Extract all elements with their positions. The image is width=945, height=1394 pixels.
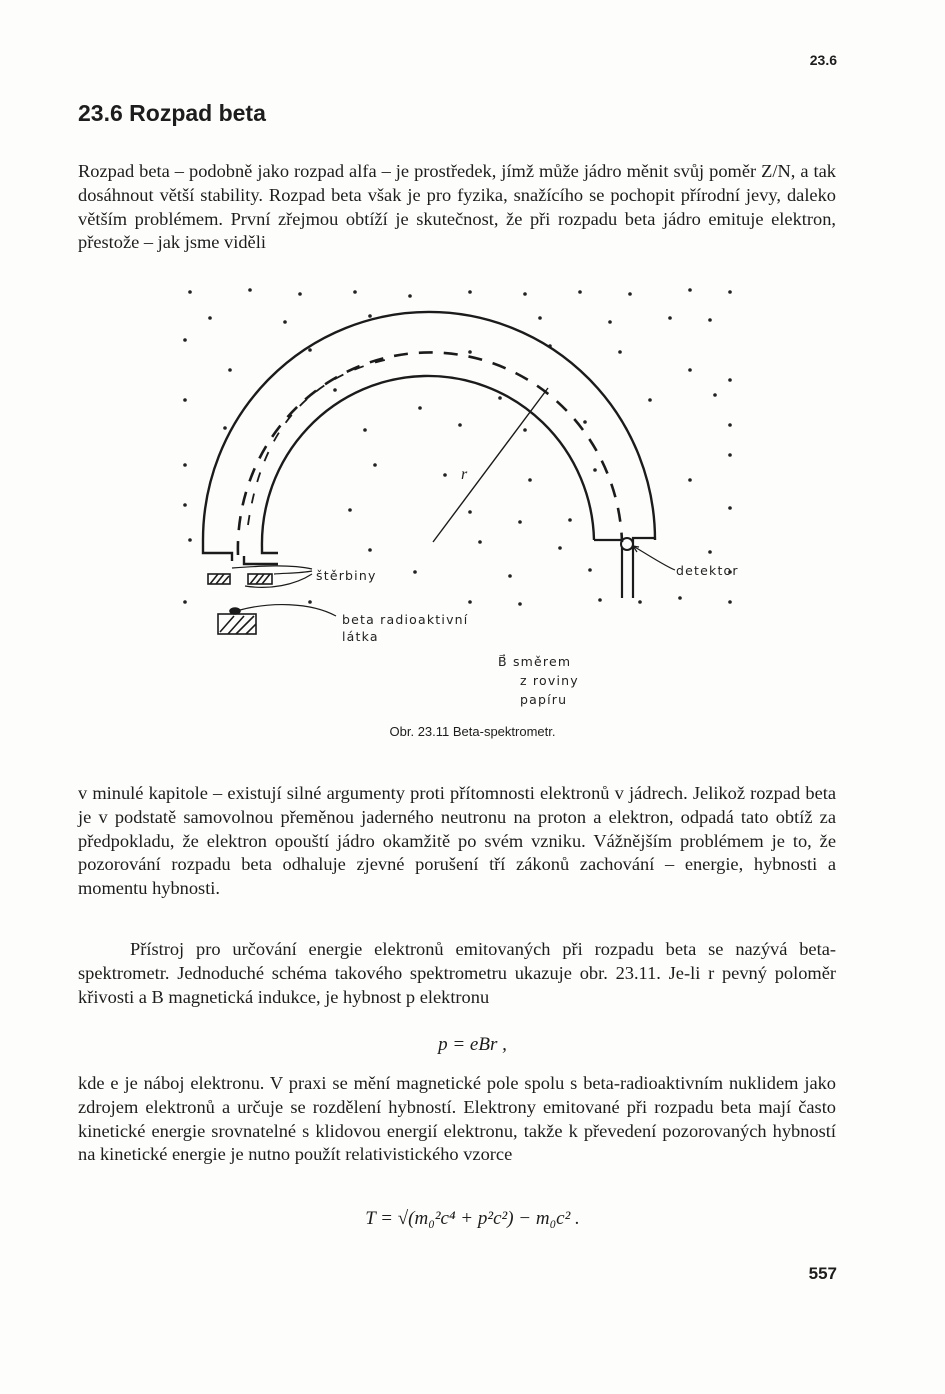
field-dot [558, 546, 562, 550]
field-dot [368, 548, 372, 552]
field-dot [538, 316, 542, 320]
beta-spectrometer-figure [170, 280, 770, 720]
field-dot [308, 348, 312, 352]
field-dot [528, 478, 532, 482]
source-label-line1: beta radioaktivní [342, 612, 469, 627]
field-dot [608, 320, 612, 324]
field-dot [468, 290, 472, 294]
field-dot [688, 478, 692, 482]
leader-lines [232, 546, 675, 616]
field-dot [598, 598, 602, 602]
field-dot [348, 508, 352, 512]
field-dot [568, 518, 572, 522]
field-dot [188, 538, 192, 542]
field-dot [183, 600, 187, 604]
source-label-line2: látka [342, 629, 379, 644]
page-number: 557 [808, 1264, 837, 1283]
field-dot [593, 468, 597, 472]
field-dot [183, 463, 187, 467]
field-label-line1: B⃗ směrem [498, 654, 572, 669]
field-dot [523, 292, 527, 296]
field-dot [363, 428, 367, 432]
field-dot [308, 600, 312, 604]
field-dot [413, 570, 417, 574]
field-dot [283, 320, 287, 324]
field-label-line3: papíru [520, 692, 568, 707]
field-dot [368, 314, 372, 318]
field-dot [728, 423, 732, 427]
section-title: 23.6 Rozpad beta [78, 100, 266, 126]
field-dot [688, 368, 692, 372]
field-dot [523, 428, 527, 432]
field-dot [443, 473, 447, 477]
field-dot [408, 294, 412, 298]
field-dot [628, 292, 632, 296]
field-dot [583, 420, 587, 424]
field-dot [468, 350, 472, 354]
field-dot [618, 350, 622, 354]
figure-caption: Obr. 23.11 Beta-spektrometr. [389, 724, 556, 739]
field-dot [708, 550, 712, 554]
field-dot [728, 378, 732, 382]
field-dot [478, 540, 482, 544]
chamber-left-outer-end [203, 540, 232, 561]
field-dot [518, 602, 522, 606]
chamber-inner-wall [262, 376, 594, 548]
field-dot [518, 520, 522, 524]
field-dot [418, 406, 422, 410]
chamber-outer-wall [203, 312, 655, 540]
field-dot [183, 398, 187, 402]
field-dot [333, 388, 337, 392]
paragraph-spectrometer: Přístroj pro určování energie elektronů emitovaných při rozpadu beta se nazývá beta-spektrometr. Jednoduché schéma takového spektrometru ukazuje obr. 23.11. Je-li r pevný poloměr křivosti a B magnetická indukce, je hybnost p elektronu [78, 939, 836, 1007]
field-dot [183, 503, 187, 507]
slit-blocks [208, 574, 272, 584]
paragraph-problems: v minulé kapitole – existují silné argumenty proti přítomnosti elektronů v jádrech. Jelikož rozpad beta je v podstatě samovolnou přeměnou jaderného neutronu na proton a elektron, odpadá tato obtíž za předpokladu, že elektron opouští jádro okamžitě po svém vzniku. Vážnějším problémem je to, že pozorování rozpadu beta odhaluje zjevné porušení tří zákonů zachování – energie, hybnosti a momentu hybnosti. [78, 783, 836, 899]
slits-label: štěrbiny [316, 568, 377, 583]
field-dot [578, 290, 582, 294]
field-dot [498, 396, 502, 400]
running-header-section-number: 23.6 [809, 52, 837, 68]
field-dot [728, 290, 732, 294]
field-label-line2: z roviny [520, 673, 579, 688]
field-dot [458, 423, 462, 427]
field-dot [223, 426, 227, 430]
field-dot [668, 316, 672, 320]
spectrometer-diagram [170, 280, 770, 720]
field-dot [468, 600, 472, 604]
field-dot [298, 292, 302, 296]
detector-tube-left [594, 540, 622, 598]
field-dot [728, 600, 732, 604]
field-dot [678, 596, 682, 600]
radioactive-source [218, 608, 256, 634]
field-dot [648, 398, 652, 402]
radius-label: r [461, 466, 469, 483]
field-dot [688, 288, 692, 292]
field-dot [353, 290, 357, 294]
electron-trajectory [238, 352, 622, 555]
paragraph-kinetic-energy: kde e je náboj elektronu. V praxi se mění magnetické pole spolu s beta-radioaktivním nuklidem jako zdrojem elektronů a určuje se rozdělení hybností. Elektrony emitované při rozpadu beta mají často kinetické energie srovnatelné s klidovou energií elektronu, takže k převedení pozorovaných hybností na kinetické energie je nutno použít relativistického vzorce [78, 1073, 836, 1165]
equation-relativistic-energy: T = √(m₀²c⁴ + p²c²) − m₀c² . [365, 1208, 580, 1229]
field-dot [373, 463, 377, 467]
field-dot [713, 393, 717, 397]
field-dot [728, 453, 732, 457]
field-dot [638, 600, 642, 604]
field-dot [228, 368, 232, 372]
equation-momentum: p = eBr , [438, 1034, 507, 1055]
field-dot [468, 510, 472, 514]
field-dot [208, 316, 212, 320]
field-dot [588, 568, 592, 572]
field-dot [188, 290, 192, 294]
field-dot [183, 338, 187, 342]
paragraph-intro: Rozpad beta – podobně jako rozpad alfa – je prostředek, jímž může jádro měnit svůj poměr Z/N, a tak dosáhnout větší stability. Rozpad beta však je pro fyzika, snažícího se pochopit přírodní jevy, daleko větším problémem. První zřejmou obtíží je skutečnost, že při rozpadu beta jádro emituje elektron, přestože – jak jsme viděli [78, 161, 836, 253]
field-dot [508, 574, 512, 578]
field-dot [248, 288, 252, 292]
chamber-left-slit-edge [244, 556, 278, 564]
field-dot [728, 506, 732, 510]
radius-line [433, 388, 548, 542]
detector-label: detektor [676, 563, 739, 578]
chamber-left-inner-end [262, 548, 278, 553]
field-dot [708, 318, 712, 322]
